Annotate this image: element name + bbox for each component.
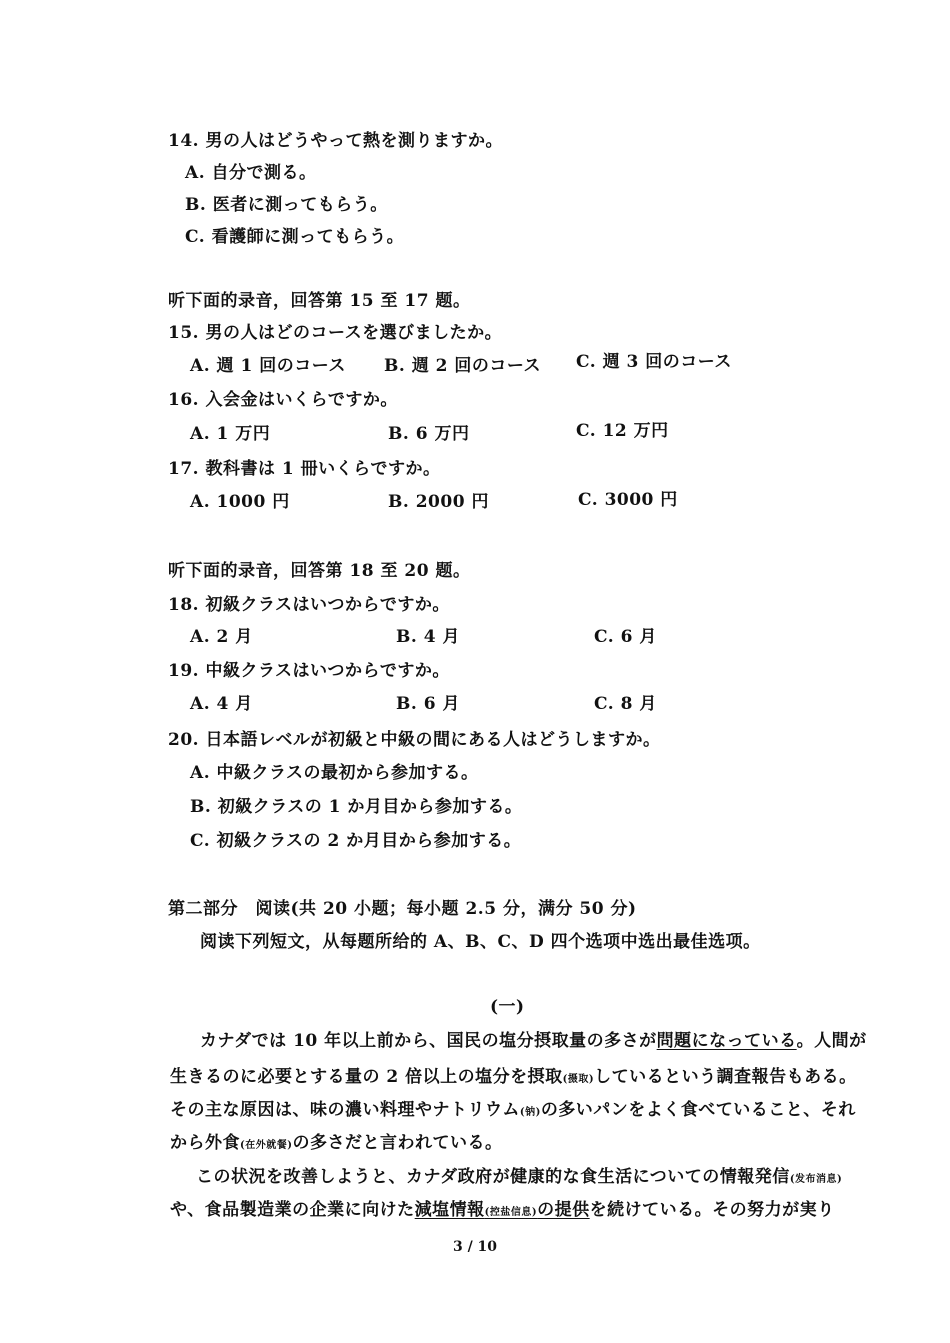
q20-option-c: C. 初級クラスの 2 か月目から参加する。 (190, 831, 522, 851)
passage-l4-tail: の多さだと言われている。 (292, 1133, 503, 1153)
q18-option-b: B. 4 月 (396, 627, 460, 647)
part2-instruction: 阅读下列短文，从每题所给的 A、B、C、D 四个选项中选出最佳选项。 (200, 932, 761, 952)
passage-l6-text: や、食品製造業の企業に向けた (170, 1200, 415, 1220)
listening-instruction-15-17: 听下面的录音，回答第 15 至 17 题。 (168, 291, 471, 311)
passage-line-5 (196, 1166, 842, 1191)
passage-line-6 (170, 1199, 835, 1224)
passage-line-2 (170, 1066, 857, 1091)
passage-line-3 (170, 1099, 856, 1124)
q19-option-a: A. 4 月 (190, 694, 253, 714)
q17-option-a: A. 1000 円 (190, 492, 290, 512)
q15-option-b: B. 週 2 回のコース (384, 356, 542, 376)
q18-option-c: C. 6 月 (594, 627, 657, 647)
passage-l2-tail: しているという調査報告もある。 (594, 1067, 857, 1087)
q20-question: 20. 日本語レベルが初級と中級の間にある人はどうしますか。 (168, 730, 661, 750)
gloss-sesshu: (摄取) (562, 1074, 595, 1085)
q15-option-a: A. 週 1 回のコース (190, 356, 346, 376)
gloss-natrium: (钠) (519, 1107, 541, 1118)
q16-option-c: C. 12 万円 (576, 421, 669, 441)
q14-question: 14. 男の人はどうやって熱を測りますか。 (168, 131, 503, 151)
q18-option-a: A. 2 月 (190, 627, 253, 647)
passage-l5-text: この状況を改善しようと、カナダ政府が健康的な食生活についての情報発信 (196, 1167, 790, 1187)
q15-question: 15. 男の人はどのコースを選びましたか。 (168, 323, 503, 343)
q17-question: 17. 教科書は 1 冊いくらですか。 (168, 459, 441, 479)
gloss-genen-joho: (控盐信息) (484, 1207, 538, 1218)
underlined-phrase-teikyo: の提供 (537, 1200, 590, 1220)
q16-option-b: B. 6 万円 (388, 424, 470, 444)
q18-question: 18. 初級クラスはいつからですか。 (168, 595, 450, 615)
passage-section-number: (一) (490, 997, 525, 1017)
passage-l3-tail: の多いパンをよく食べていること、それ (540, 1100, 856, 1120)
passage-l3-text: その主な原因は、味の濃い料理やナトリウム (170, 1100, 520, 1120)
passage-l4-text: から外食 (170, 1133, 240, 1153)
q19-question: 19. 中級クラスはいつからですか。 (168, 661, 450, 681)
q16-question: 16. 入会金はいくらですか。 (168, 390, 398, 410)
q20-option-b: B. 初級クラスの 1 か月目から参加する。 (190, 797, 523, 817)
listening-instruction-18-20: 听下面的录音，回答第 18 至 20 题。 (168, 561, 471, 581)
gloss-joho-hasshin: (发布消息) (789, 1174, 843, 1185)
q14-option-a: A. 自分で測る。 (185, 163, 317, 183)
gloss-gaishoku: (在外就餐) (240, 1140, 293, 1151)
q17-option-b: B. 2000 円 (388, 492, 489, 512)
q17-option-c: C. 3000 円 (578, 490, 678, 510)
q19-option-c: C. 8 月 (594, 694, 657, 714)
q19-option-b: B. 6 月 (396, 694, 460, 714)
page-number: 3 / 10 (452, 1239, 498, 1255)
q20-option-a: A. 中級クラスの最初から参加する。 (190, 763, 479, 783)
underlined-phrase-mondai: 問題になっている (656, 1031, 797, 1051)
passage-l1-text: カナダでは 10 年以上前から、国民の塩分摂取量の多さが (200, 1031, 657, 1051)
underlined-phrase-genen: 減塩情報 (414, 1200, 485, 1220)
part2-heading: 第二部分 阅读(共 20 小题；每小题 2.5 分，满分 50 分) (168, 899, 637, 919)
q14-option-b: B. 医者に測ってもらう。 (185, 195, 388, 215)
q14-option-c: C. 看護師に測ってもらう。 (185, 227, 405, 247)
passage-line-4 (170, 1132, 502, 1157)
passage-line-1 (200, 1030, 867, 1052)
passage-l2-text: 生きるのに必要とする量の 2 倍以上の塩分を摂取 (170, 1067, 563, 1087)
q15-option-c: C. 週 3 回のコース (576, 352, 732, 372)
passage-l6-tail: を続けている。その努力が実り (589, 1200, 835, 1220)
q16-option-a: A. 1 万円 (190, 424, 271, 444)
passage-l1-tail: 。人間が (796, 1031, 867, 1051)
